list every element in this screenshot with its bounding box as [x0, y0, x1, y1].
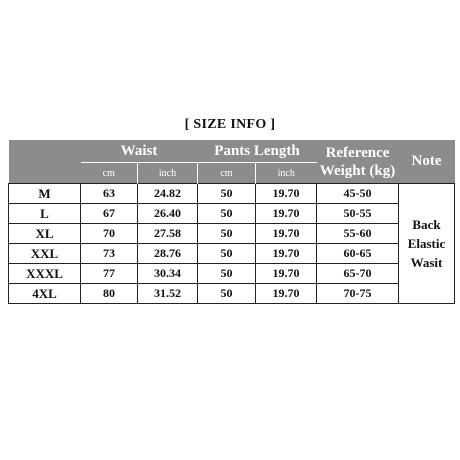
size-chart-table — [8, 140, 455, 304]
table-row — [9, 244, 455, 264]
note-cell — [399, 184, 455, 304]
table-row — [9, 264, 455, 284]
weight-cell: 55-60 — [317, 224, 399, 244]
weight-cell: 45-50 — [317, 184, 399, 204]
size-cell: M — [9, 184, 81, 204]
weight-cell: 50-55 — [317, 204, 399, 224]
reference-weight-header — [317, 140, 399, 184]
table-body — [9, 184, 455, 304]
weight-cell: 70-75 — [317, 284, 399, 304]
length-inch-cell: 19.70 — [256, 204, 317, 224]
table-row — [9, 204, 455, 224]
length-inch-cell: 19.70 — [256, 244, 317, 264]
length-cm-cell: 50 — [198, 284, 256, 304]
waist-inch-cell: 30.34 — [138, 264, 198, 284]
size-cell: L — [9, 204, 81, 224]
reference-weight-header-line1: Reference — [325, 144, 390, 161]
page-title: [ SIZE INFO ] — [184, 117, 276, 132]
waist-inch-cell: 26.40 — [138, 204, 198, 224]
size-cell: 4XL — [9, 284, 81, 304]
waist-inch-header: inch — [138, 163, 198, 184]
length-cm-cell: 50 — [198, 224, 256, 244]
weight-cell: 60-65 — [317, 244, 399, 264]
size-cell: XXXL — [9, 264, 81, 284]
length-cm-header: cm — [198, 163, 256, 184]
length-cm-cell: 50 — [198, 204, 256, 224]
note-line: Elastic — [407, 236, 446, 251]
size-cell: XL — [9, 224, 81, 244]
waist-cm-cell: 80 — [81, 284, 138, 304]
length-cm-cell: 50 — [198, 184, 256, 204]
note-line: Back — [412, 217, 441, 232]
waist-cm-cell: 63 — [81, 184, 138, 204]
length-cm-cell: 50 — [198, 264, 256, 284]
weight-cell: 65-70 — [317, 264, 399, 284]
table-header — [9, 140, 455, 184]
length-inch-cell: 19.70 — [256, 264, 317, 284]
note-header: Note — [399, 140, 455, 184]
size-column-header — [9, 140, 81, 184]
table-row — [9, 224, 455, 244]
waist-header: Waist — [81, 140, 198, 163]
waist-cm-cell: 73 — [81, 244, 138, 264]
size-cell: XXL — [9, 244, 81, 264]
waist-cm-header: cm — [81, 163, 138, 184]
waist-inch-cell: 27.58 — [138, 224, 198, 244]
waist-inch-cell: 28.76 — [138, 244, 198, 264]
length-inch-header: inch — [256, 163, 317, 184]
waist-inch-cell: 31.52 — [138, 284, 198, 304]
length-inch-cell: 19.70 — [256, 224, 317, 244]
length-cm-cell: 50 — [198, 244, 256, 264]
waist-cm-cell: 77 — [81, 264, 138, 284]
waist-inch-cell: 24.82 — [138, 184, 198, 204]
reference-weight-header-line2: Weight (kg) — [319, 162, 396, 179]
table-row — [9, 284, 455, 304]
table-row — [9, 184, 455, 204]
waist-cm-cell: 67 — [81, 204, 138, 224]
pants-length-header: Pants Length — [198, 140, 317, 163]
length-inch-cell: 19.70 — [256, 184, 317, 204]
length-inch-cell: 19.70 — [256, 284, 317, 304]
waist-cm-cell: 70 — [81, 224, 138, 244]
note-line: Wasit — [410, 255, 443, 270]
